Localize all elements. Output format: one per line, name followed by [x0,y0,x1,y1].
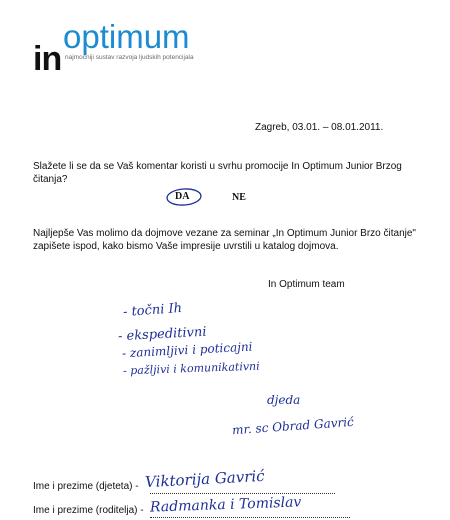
child-name-line [150,493,335,494]
answer-yes-circled [165,187,205,207]
logo-brand: optimum [63,18,190,55]
answer-yes-label: DA [175,191,190,202]
handwritten-comment-4: - pažljivi i komunikativni [122,359,260,378]
request-paragraph: Najljepše Vas molimo da dojmove vezane za seminar „In Optimum Junior Brzo čitanje" zapišete ispod, kako bismo Vaše impresije uvrstili u katalog dojmova. [33,228,416,252]
handwritten-comment-1: - točni Ih [122,300,183,321]
handwritten-author-role: djeda [267,393,301,407]
handwritten-comment-2: - ekspeditivni [117,324,207,345]
child-name-value: Viktorija Gavrić [144,466,266,492]
date-line: Zagreb, 03.01. – 08.01.2011. [255,122,384,133]
team-signature: In Optimum team [268,279,345,290]
logo-tagline: najmoćniji sustav razvoja ljudskih potencijala [65,54,194,61]
consent-question: Slažete li se da se Vaš komentar koristi u svrhu promocije In Optimum Junior Brzog čitanja? [33,161,402,185]
parent-name-value: Radmanka i Tomislav [149,494,302,516]
parent-name-line [150,517,350,518]
logo-prefix: in [33,40,62,78]
handwritten-comment-3: - zanimljivi i poticajni [121,339,253,361]
answer-no-label: NE [232,192,246,203]
in-optimum-logo [33,20,273,78]
handwritten-author-name: mr. sc Obrad Gavrić [231,414,355,438]
parent-name-label: Ime i prezime (roditelja) - [33,505,144,516]
child-name-label: Ime i prezime (djeteta) - [33,481,139,492]
